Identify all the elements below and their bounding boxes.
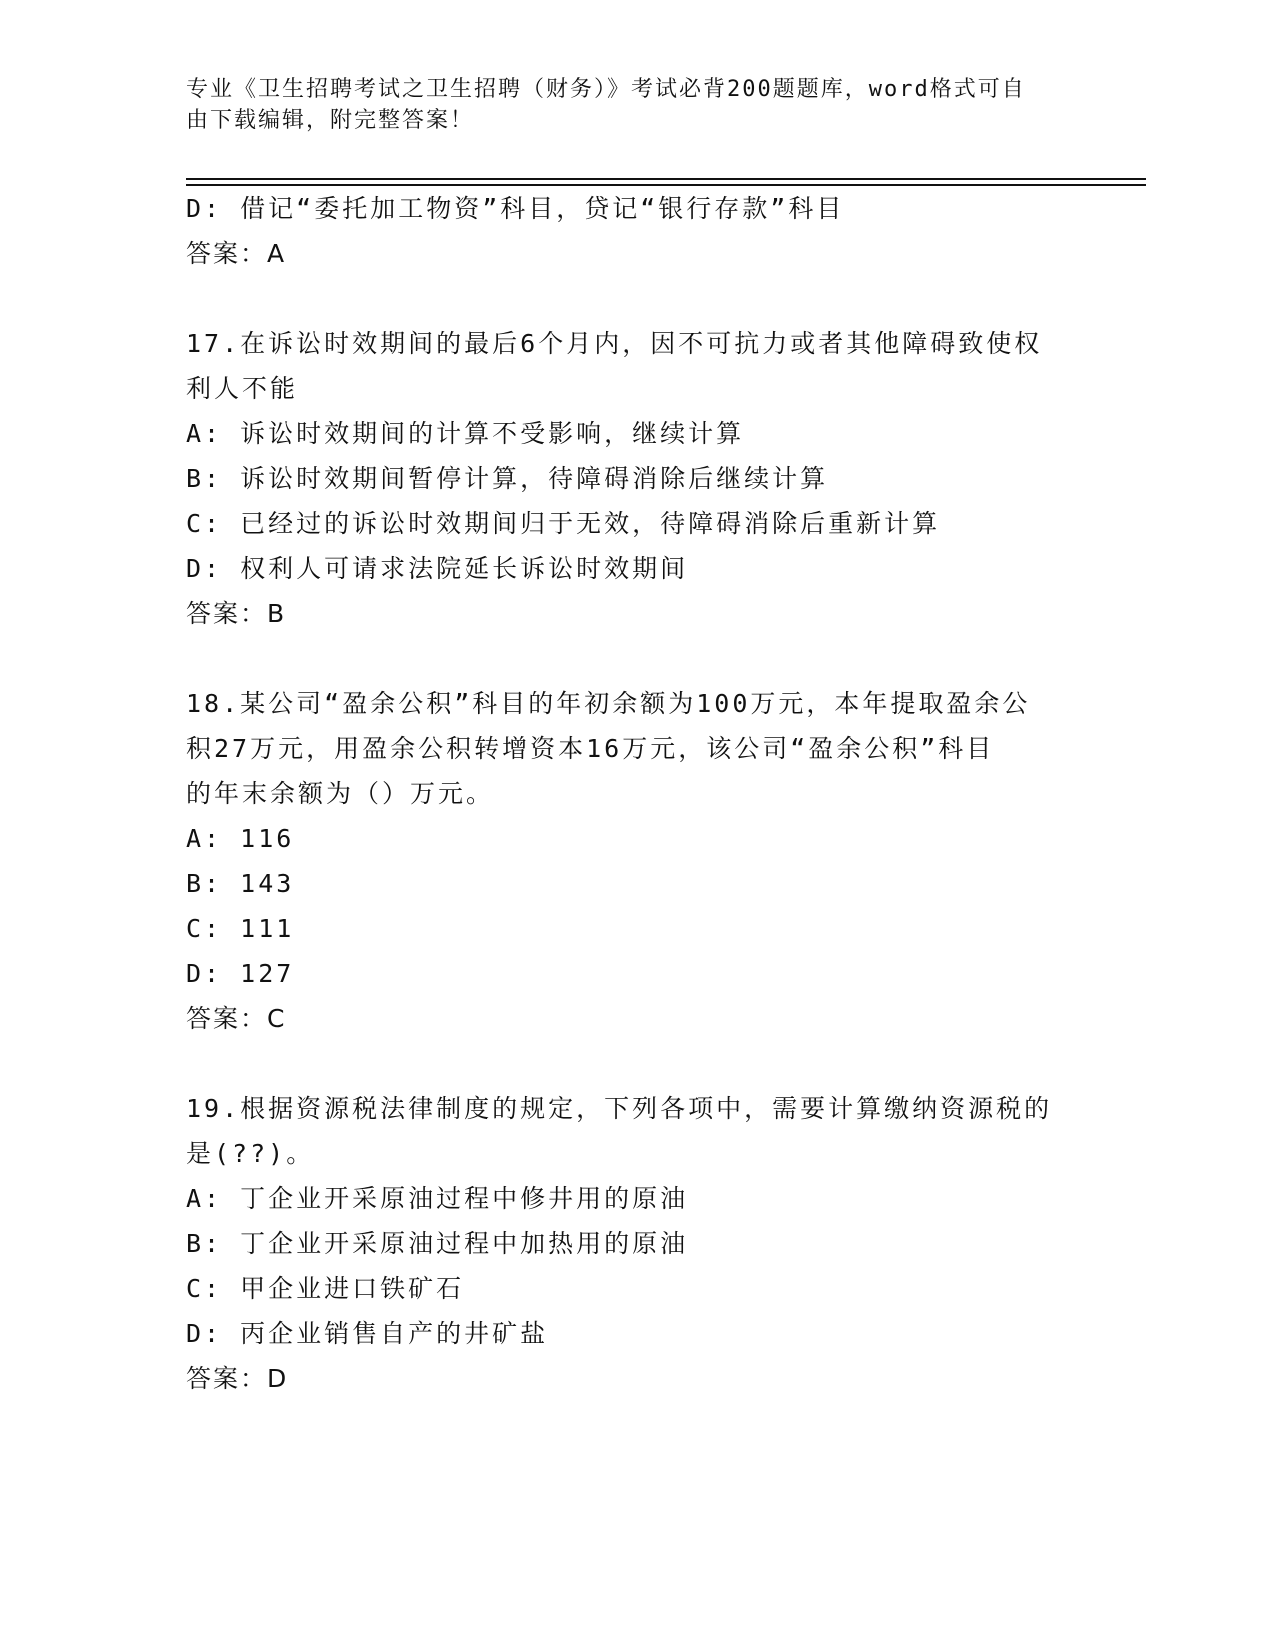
option-c: C: 甲企业进口铁矿石 xyxy=(186,1274,465,1303)
question-spacer xyxy=(186,276,1066,321)
question-16-tail xyxy=(186,186,1066,276)
question-stem: 19.根据资源税法律制度的规定，下列各项中，需要计算缴纳资源税的 xyxy=(186,1094,1053,1123)
header-line-2: 由下载编辑，附完整答案！ xyxy=(186,108,475,133)
option-a: A: 丁企业开采原油过程中修井用的原油 xyxy=(186,1184,689,1213)
question-18 xyxy=(186,681,1066,1041)
option-d: D: 127 xyxy=(186,959,295,988)
answer-label: 答案：C xyxy=(186,1004,287,1033)
option-b: B: 143 xyxy=(186,869,295,898)
option-d: D: 权利人可请求法院延长诉讼时效期间 xyxy=(186,554,689,583)
option-a: A: 116 xyxy=(186,824,295,853)
option-c: C: 111 xyxy=(186,914,295,943)
answer-label: 答案：B xyxy=(186,599,287,628)
question-stem-cont: 是(??)。 xyxy=(186,1139,315,1168)
option-b: B: 丁企业开采原油过程中加热用的原油 xyxy=(186,1229,689,1258)
option-d: D: 丙企业销售自产的井矿盐 xyxy=(186,1319,549,1348)
option-c: C: 已经过的诉讼时效期间归于无效，待障碍消除后重新计算 xyxy=(186,509,941,538)
option-b: B: 诉讼时效期间暂停计算，待障碍消除后继续计算 xyxy=(186,464,829,493)
question-stem: 18.某公司“盈余公积”科目的年初余额为100万元，本年提取盈余公 xyxy=(186,689,1031,718)
header-line-1: 专业《卫生招聘考试之卫生招聘（财务）》考试必背200题题库，word格式可自 xyxy=(186,77,1026,102)
header-divider-top xyxy=(186,178,1146,180)
question-stem: 17.在诉讼时效期间的最后6个月内，因不可抗力或者其他障碍致使权 xyxy=(186,329,1043,358)
question-list xyxy=(186,186,1066,1401)
question-19 xyxy=(186,1086,1066,1401)
question-spacer xyxy=(186,1041,1066,1086)
answer-label: 答案：D xyxy=(186,1364,289,1393)
question-17 xyxy=(186,321,1066,636)
option-d: D: 借记“委托加工物资”科目，贷记“银行存款”科目 xyxy=(186,194,845,223)
page-header xyxy=(186,74,1066,136)
answer-label: 答案：A xyxy=(186,239,287,268)
question-stem-cont: 利人不能 xyxy=(186,374,299,403)
question-spacer xyxy=(186,636,1066,681)
option-a: A: 诉讼时效期间的计算不受影响，继续计算 xyxy=(186,419,745,448)
question-stem-cont: 的年末余额为（）万元。 xyxy=(186,779,495,808)
question-stem-cont: 积27万元，用盈余公积转增资本16万元，该公司“盈余公积”科目 xyxy=(186,734,995,763)
